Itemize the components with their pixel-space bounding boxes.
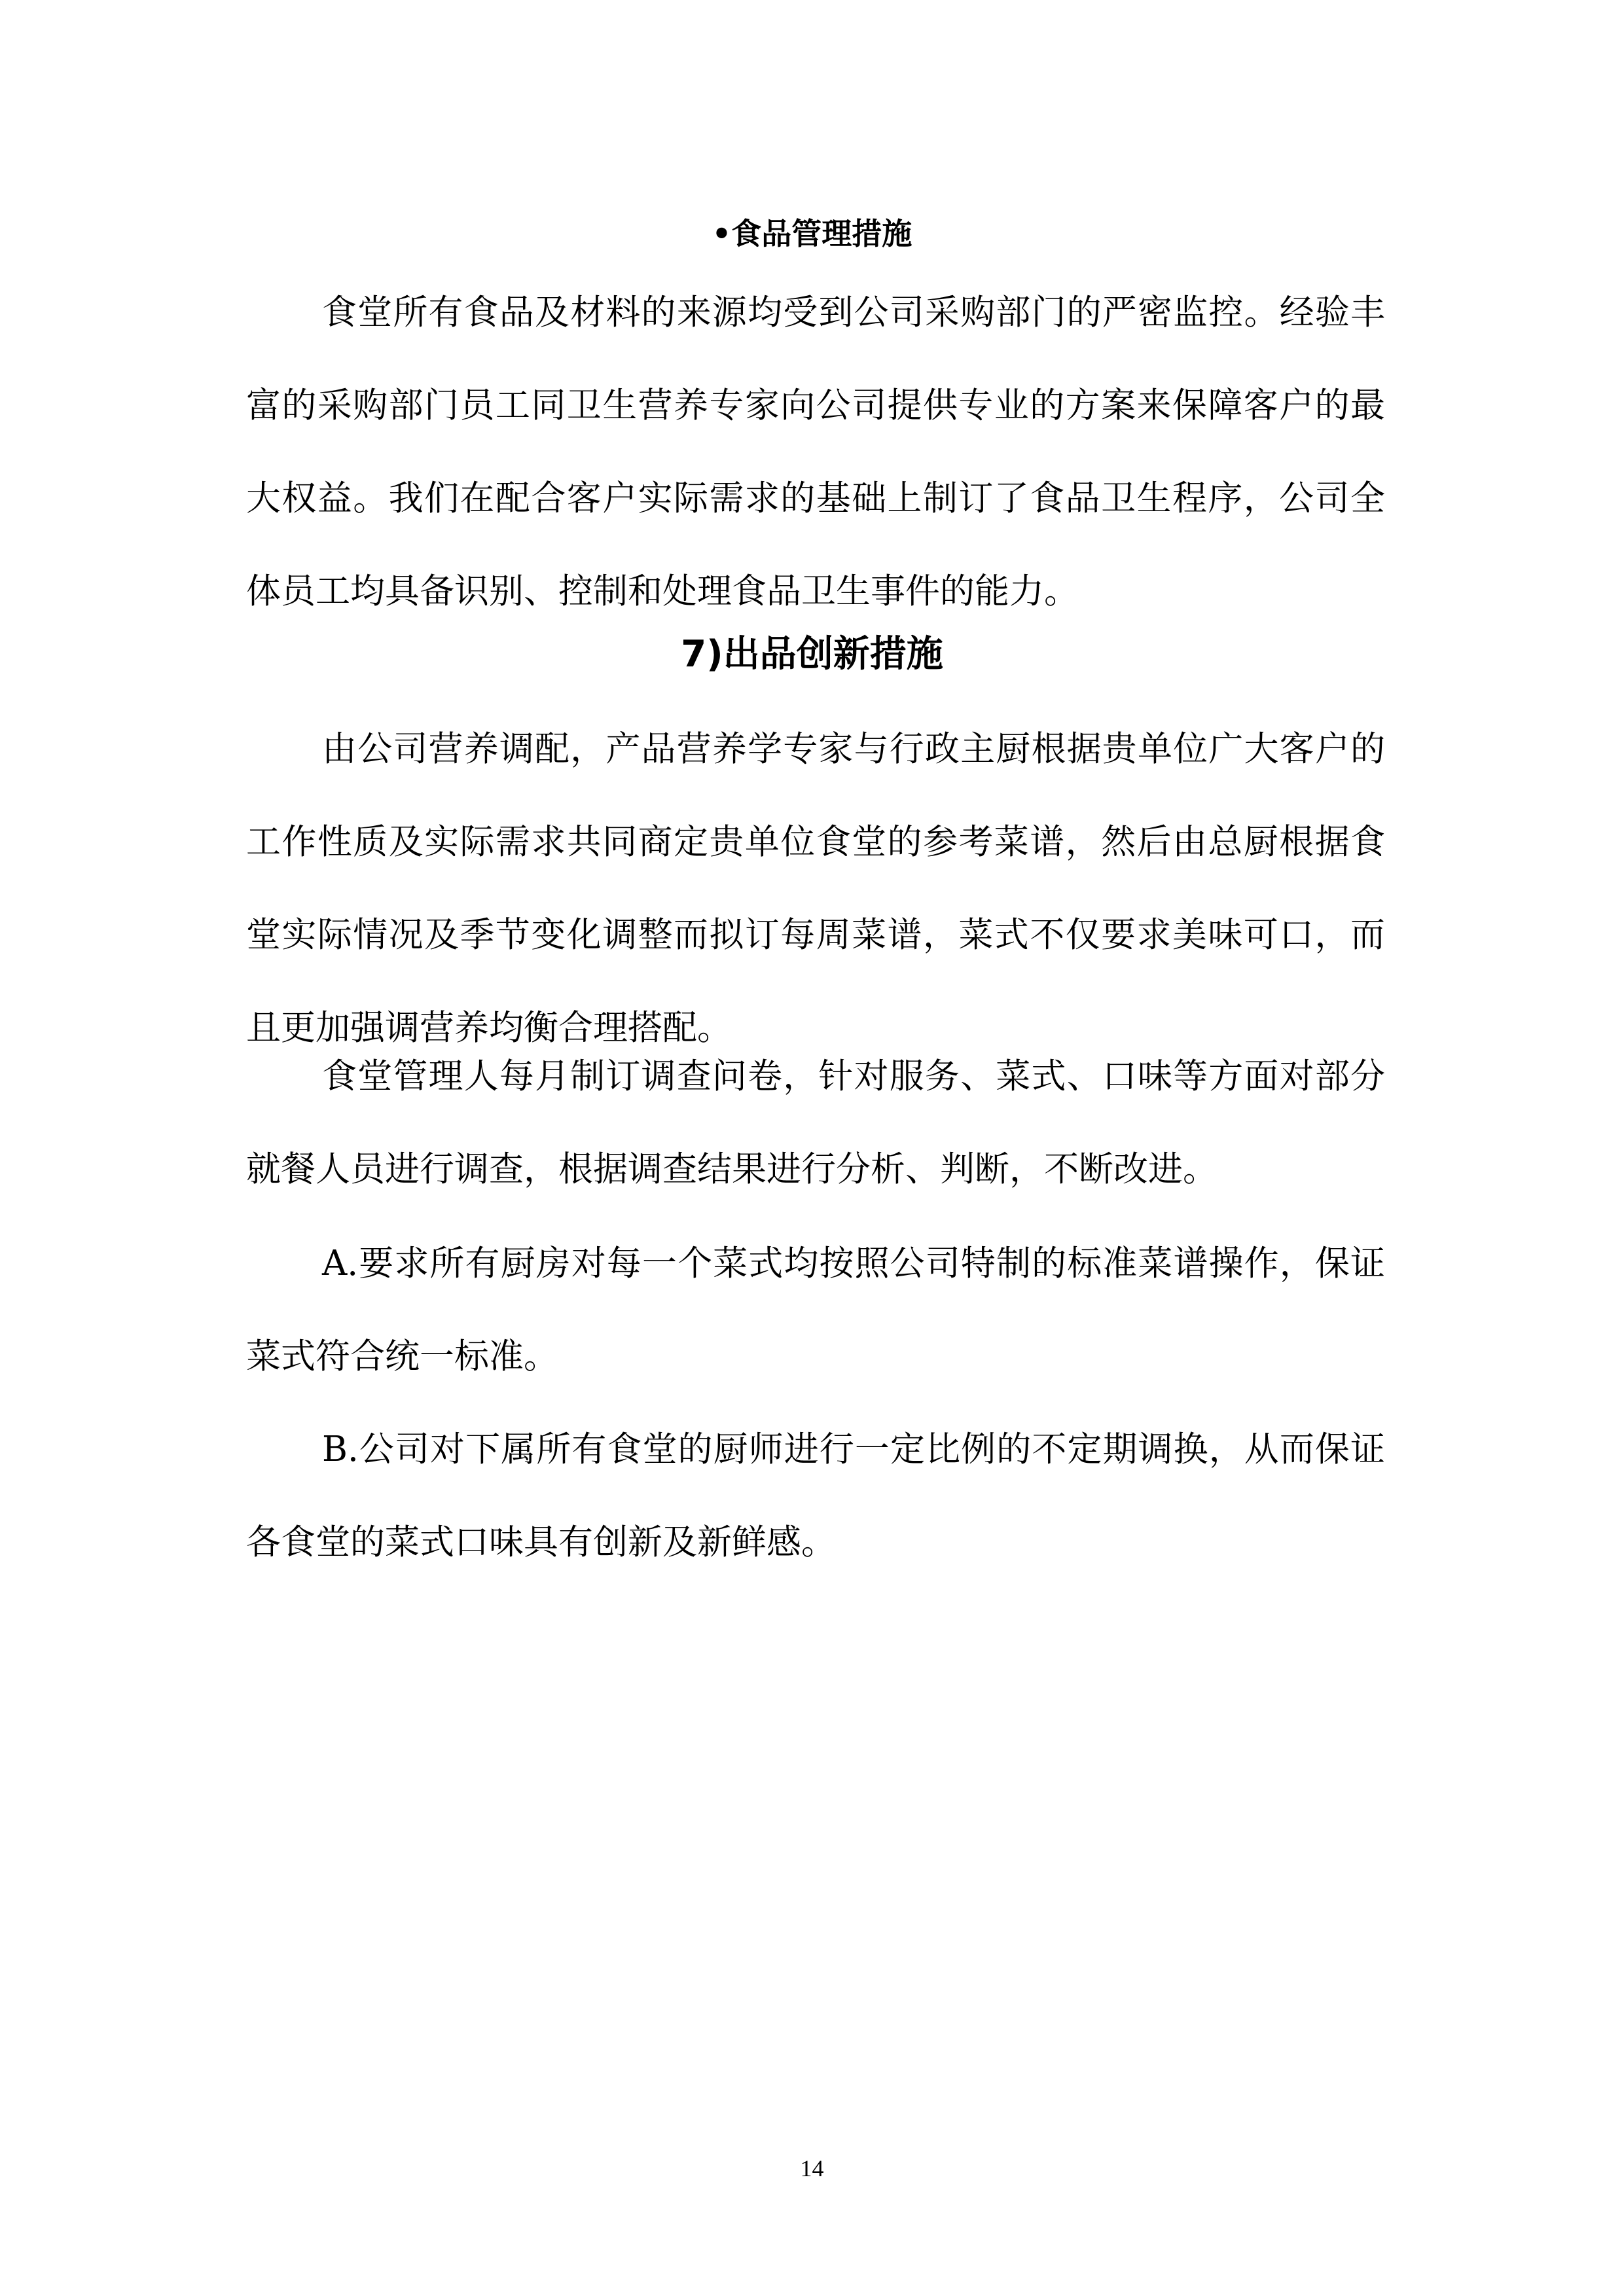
page-number: 14 [800, 2155, 824, 2181]
paragraph-item-a: A.要求所有厨房对每一个菜式均按照公司特制的标准菜谱操作，保证菜式符合统一标准。 [246, 1244, 1385, 1376]
subsection-heading: 7)出品创新措施 [681, 633, 943, 675]
section-heading: •食品管理措施 [712, 216, 912, 251]
paragraph-item-b: B.公司对下属所有食堂的厨师进行一定比例的不定期调换，从而保证各食堂的菜式口味具有创新及新鲜感。 [246, 1429, 1385, 1562]
paragraph-menu-planning: 由公司营养调配，产品营养学专家与行政主厨根据贵单位广大客户的工作性质及实际需求共同商定贵单位食堂的参考菜谱，然后由总厨根据食堂实际情况及季节变化调整而拟订每周菜谱，菜式不仅要求美味可口，而且更加强调营养均衡合理搭配。 [246, 729, 1385, 1048]
paragraph-food-management: 食堂所有食品及材料的来源均受到公司采购部门的严密监控。经验丰富的采购部门员工同卫生营养专家向公司提供专业的方案来保障客户的最大权益。我们在配合客户实际需求的基础上制订了食品卫生程序，公司全体员工均具备识别、控制和处理食品卫生事件的能力。 [246, 293, 1385, 611]
paragraph-survey: 食堂管理人每月制订调查问卷，针对服务、菜式、口味等方面对部分就餐人员进行调查，根据调查结果进行分析、判断，不断改进。 [246, 1056, 1385, 1189]
